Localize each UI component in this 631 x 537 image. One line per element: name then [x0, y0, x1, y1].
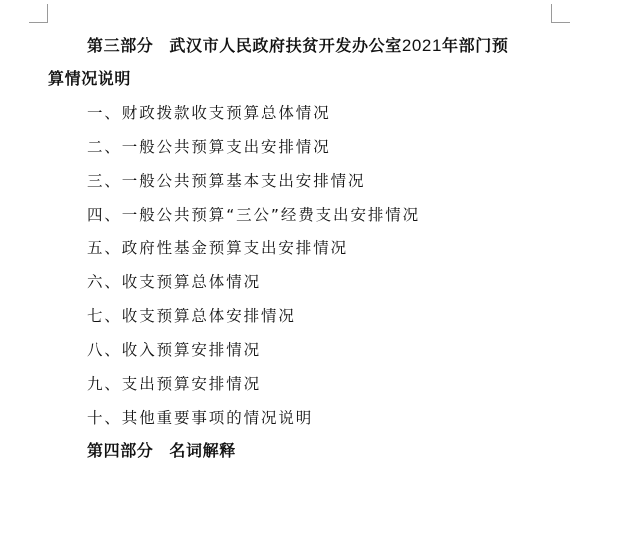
page-corner-mark-top-right — [551, 4, 570, 23]
part3-label: 第三部分 — [87, 36, 154, 55]
list-item: 七、收支预算总体安排情况 — [87, 307, 296, 325]
part3-org-name: 武汉市人民政府扶贫开发办公室 — [169, 36, 402, 55]
list-item: 八、收入预算安排情况 — [87, 341, 262, 359]
list-item: 十、其他重要事项的情况说明 — [87, 409, 314, 427]
part4-title: 名词解释 — [169, 441, 236, 460]
part3-heading-line1 — [87, 36, 508, 56]
list-item: 六、收支预算总体情况 — [87, 273, 262, 291]
part4-heading — [87, 441, 236, 461]
list-item: 五、政府性基金预算支出安排情况 — [87, 239, 349, 257]
list-item: 一、财政拨款收支预算总体情况 — [87, 104, 331, 122]
part4-label: 第四部分 — [87, 441, 154, 460]
list-item: 四、一般公共预算“三公”经费支出安排情况 — [87, 206, 421, 224]
part3-heading-line2: 算情况说明 — [48, 69, 132, 88]
part3-year: 2021 — [401, 36, 443, 55]
list-item: 二、一般公共预算支出安排情况 — [87, 138, 331, 156]
list-item: 三、一般公共预算基本支出安排情况 — [87, 172, 366, 190]
page-corner-mark-top-left — [29, 4, 48, 23]
list-item: 九、支出预算安排情况 — [87, 375, 262, 393]
part3-title-tail: 年部门预 — [442, 36, 509, 55]
